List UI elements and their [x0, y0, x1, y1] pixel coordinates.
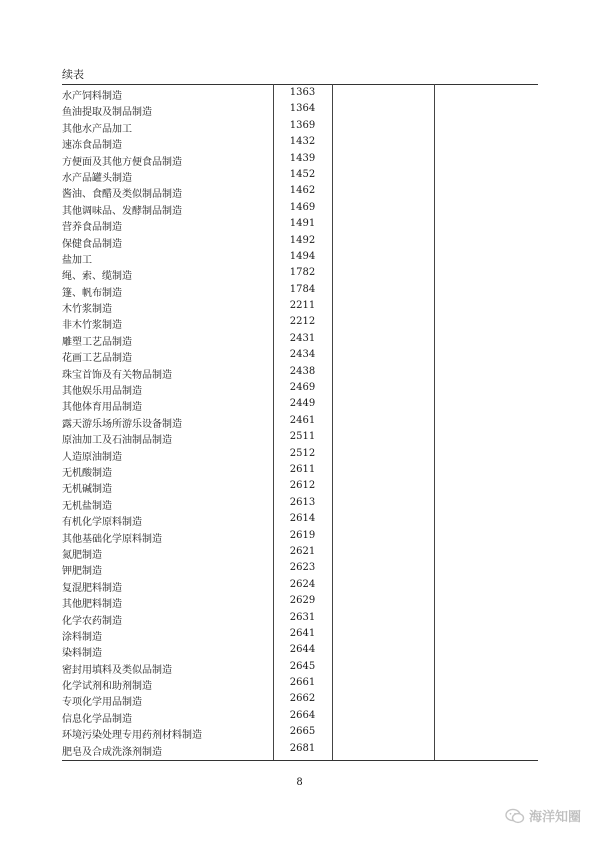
industry-name: 化学试剂和助剂制造 [62, 681, 152, 693]
industry-name: 涂料制造 [62, 631, 102, 643]
table-row [62, 609, 538, 625]
table-row [62, 592, 538, 611]
table-row [62, 625, 538, 641]
industry-code: 1469 [289, 201, 316, 213]
industry-name: 专项化学用品制造 [62, 697, 142, 709]
table-row [62, 281, 538, 297]
table-row [62, 412, 538, 428]
table-row [62, 527, 538, 543]
table-row [62, 150, 538, 166]
industry-name: 其他娱乐用品制造 [62, 386, 142, 398]
industry-name: 密封用填料及类似品制造 [62, 664, 172, 676]
industry-code: 1462 [289, 185, 316, 197]
industry-code: 2614 [289, 513, 316, 525]
industry-table [62, 84, 538, 756]
industry-code: 2619 [289, 529, 316, 541]
industry-name: 木竹浆制造 [62, 304, 112, 316]
industry-name: 水产品罐头制造 [62, 172, 132, 184]
industry-code: 2449 [289, 398, 316, 410]
table-row [62, 379, 538, 398]
table-row [62, 510, 538, 529]
industry-name: 其他调味品、发酵制品制造 [62, 205, 182, 217]
industry-name: 保健食品制造 [62, 238, 122, 250]
table-row [62, 199, 538, 215]
industry-code: 2624 [289, 578, 316, 590]
table-row [62, 674, 538, 693]
table-row [62, 445, 538, 461]
table-row [62, 494, 538, 510]
industry-name: 鱼油提取及制品制造 [62, 107, 152, 119]
industry-name: 珠宝首饰及有关物品制造 [62, 369, 172, 381]
industry-code: 2511 [289, 431, 316, 443]
industry-code: 1364 [289, 103, 316, 115]
page-number: 8 [296, 777, 303, 788]
industry-name: 营养食品制造 [62, 222, 122, 234]
table-row [62, 740, 538, 756]
industry-code: 2661 [289, 677, 316, 689]
industry-name: 无机碱制造 [62, 484, 112, 496]
industry-code: 2613 [289, 496, 316, 508]
table-row [62, 576, 538, 592]
table-row [62, 232, 538, 248]
industry-name: 钾肥制造 [62, 566, 102, 578]
industry-code: 1494 [289, 250, 316, 262]
industry-code: 2662 [289, 693, 316, 705]
table-row [62, 428, 538, 447]
table-row [62, 658, 538, 674]
industry-code: 2665 [289, 726, 316, 738]
table-row [62, 641, 538, 660]
industry-name: 人造原油制造 [62, 451, 122, 463]
industry-name: 盐加工 [62, 254, 92, 266]
industry-name: 速冻食品制造 [62, 140, 122, 152]
industry-name: 酱油、食醋及类似制品制造 [62, 189, 182, 201]
industry-code: 2621 [289, 545, 316, 557]
industry-name: 氮肥制造 [62, 549, 102, 561]
table-row [62, 313, 538, 332]
industry-code: 1439 [289, 152, 316, 164]
watermark-text: 海洋知圈 [528, 810, 581, 825]
table-row [62, 543, 538, 559]
table-row [62, 215, 538, 234]
table-caption: 续表 [62, 68, 84, 81]
watermark [505, 806, 581, 825]
industry-code: 2212 [289, 316, 316, 328]
table-row [62, 84, 538, 100]
industry-name: 无机酸制造 [62, 467, 112, 479]
industry-name: 无机盐制造 [62, 500, 112, 512]
table-row [62, 363, 538, 379]
table-row [62, 461, 538, 477]
table-row [62, 297, 538, 316]
industry-name: 水产饲料制造 [62, 91, 122, 102]
industry-code: 2664 [289, 709, 316, 721]
industry-name: 其他基础化学原料制造 [62, 533, 162, 545]
industry-code: 2631 [289, 611, 316, 623]
industry-code: 2461 [289, 414, 316, 426]
industry-code: 1369 [289, 119, 316, 131]
industry-name: 绳、索、缆制造 [62, 271, 132, 283]
industry-code: 2623 [289, 562, 316, 574]
industry-code: 1491 [289, 218, 316, 230]
table-row [62, 182, 538, 201]
industry-code: 2641 [289, 627, 316, 639]
industry-name: 其他肥料制造 [62, 599, 122, 611]
industry-code: 1432 [289, 136, 316, 148]
industry-code: 2611 [289, 463, 316, 475]
industry-name: 化学农药制造 [62, 615, 122, 627]
table-row [62, 395, 538, 414]
industry-name: 篷、帆布制造 [62, 287, 122, 299]
table-row [62, 166, 538, 182]
industry-code: 2645 [289, 660, 316, 672]
industry-code: 2431 [289, 332, 316, 344]
industry-name: 复混肥料制造 [62, 582, 122, 594]
table-row [62, 723, 538, 742]
industry-code: 2681 [289, 742, 316, 754]
industry-name: 雕塑工艺品制造 [62, 336, 132, 348]
industry-code: 1452 [289, 168, 316, 180]
industry-name: 原油加工及石油制品制造 [62, 435, 172, 447]
industry-code: 2438 [289, 365, 316, 377]
industry-name: 信息化学品制造 [62, 713, 132, 725]
table-row [62, 477, 538, 496]
table-bottom-rule [62, 760, 538, 761]
table-row [62, 248, 538, 264]
industry-code: 1363 [289, 87, 316, 98]
table-row [62, 707, 538, 723]
industry-code: 2629 [289, 595, 316, 607]
industry-name: 方便面及其他方便食品制造 [62, 156, 182, 168]
industry-name: 其他水产品加工 [62, 123, 132, 135]
table-row [62, 133, 538, 152]
industry-code: 2469 [289, 382, 316, 394]
industry-code: 2512 [289, 447, 316, 459]
industry-code: 1782 [289, 267, 316, 279]
table-row [62, 559, 538, 578]
industry-code: 2211 [289, 300, 316, 312]
table-row [62, 330, 538, 346]
industry-code: 2644 [289, 644, 316, 656]
industry-name: 露天游乐场所游乐设备制造 [62, 418, 182, 430]
industry-code: 2434 [289, 349, 316, 361]
table-row [62, 690, 538, 709]
industry-name: 非木竹浆制造 [62, 320, 122, 332]
wechat-icon [505, 808, 525, 824]
industry-name: 其他体育用品制造 [62, 402, 142, 414]
table-row [62, 117, 538, 133]
industry-name: 染料制造 [62, 648, 102, 660]
industry-code: 2612 [289, 480, 316, 492]
table-row [62, 264, 538, 283]
industry-name: 肥皂及合成洗涤剂制造 [62, 746, 162, 758]
industry-code: 1492 [289, 234, 316, 246]
table-row [62, 346, 538, 365]
industry-name: 有机化学原料制造 [62, 517, 142, 529]
industry-code: 1784 [289, 283, 316, 295]
table-row [62, 100, 538, 119]
industry-name: 花画工艺品制造 [62, 353, 132, 365]
industry-name: 环境污染处理专用药剂材料制造 [62, 730, 202, 742]
